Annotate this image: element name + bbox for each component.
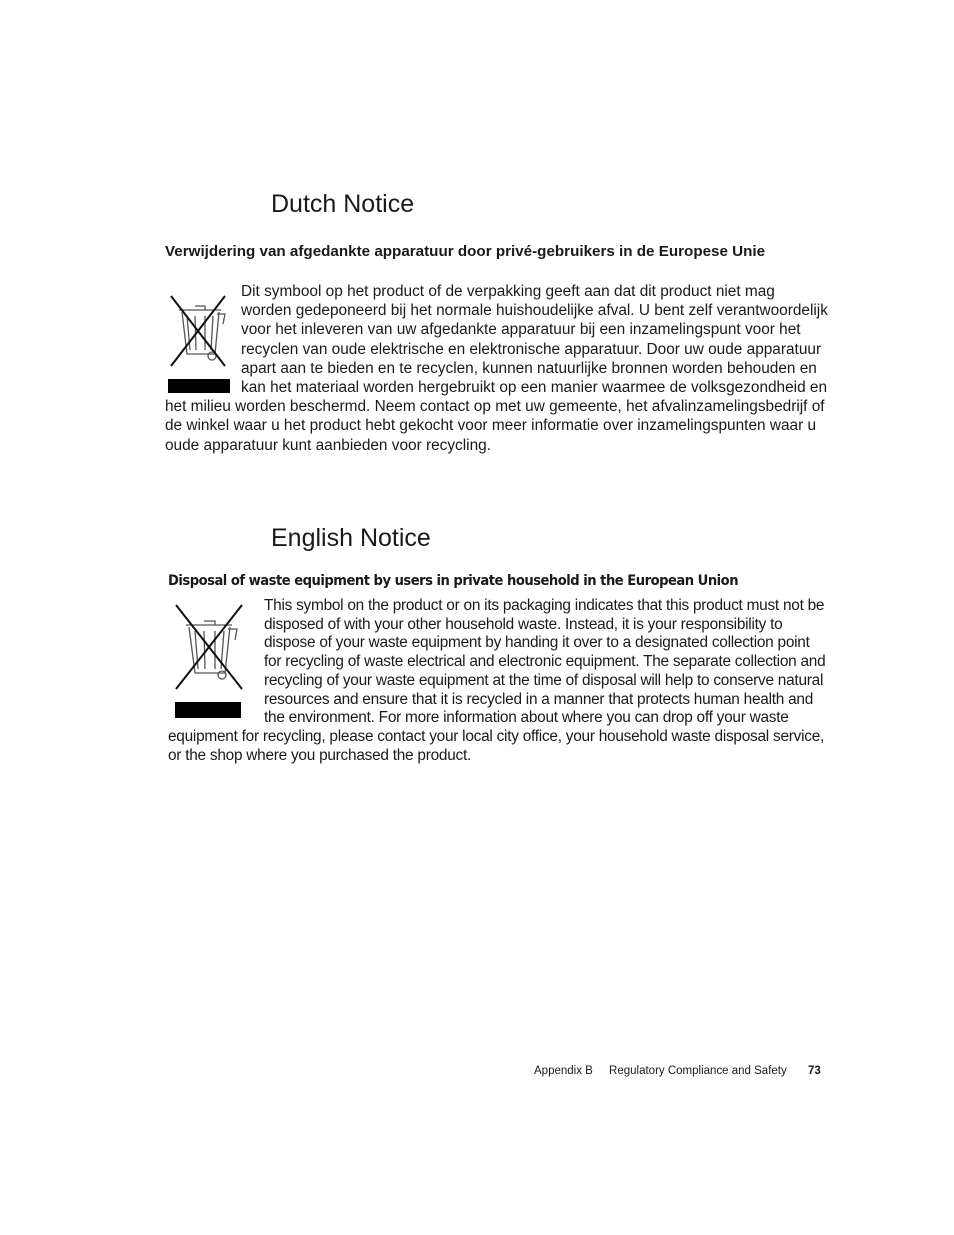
weee-symbol xyxy=(165,284,235,396)
dutch-notice-body xyxy=(165,282,829,455)
dutch-notice-title: Dutch Notice xyxy=(271,190,415,218)
weee-symbol-bar xyxy=(175,702,241,718)
footer-appendix: Appendix B xyxy=(534,1065,593,1077)
page-number: 73 xyxy=(807,1065,821,1077)
crossed-out-wheeled-bin-icon xyxy=(165,284,235,374)
page-footer xyxy=(534,1064,821,1078)
footer-chapter-title: Regulatory Compliance and Safety xyxy=(609,1065,787,1077)
crossed-out-wheeled-bin-icon xyxy=(172,601,248,693)
dutch-notice-text: Dit symbool op het product of de verpakking geeft aan dat dit product niet mag worden gedeponeerd bij het normale huishoudelijke afval. U bent zelf verantwoordelijk voor het inleveren van uw afgedankte apparatuur bij een inzamelingspunt voor het recyclen van oude elektrische en elektronische apparatuur. Door uw oude apparatuur apart aan te bieden en te recyclen, kunnen natuurlijke bronnen worden behouden en kan het materiaal worden hergebruikt op een manier waarmee de volksgezondheid en het milieu worden beschermd. Neem contact op met uw gemeente, het afvalinzamelingsbedrijf of de winkel waar u het product hebt gekocht voor meer informatie over inzamelingspunten waar u oude apparatuur kunt aanbieden voor recycling. xyxy=(165,283,828,454)
weee-symbol-bar xyxy=(168,379,230,393)
weee-symbol xyxy=(172,601,248,719)
english-notice-title: English Notice xyxy=(271,524,431,552)
english-notice-body xyxy=(168,597,828,765)
dutch-notice-subheading: Verwijdering van afgedankte apparatuur door privé-gebruikers in de Europese Unie xyxy=(165,243,766,260)
english-notice-subheading: Disposal of waste equipment by users in private household in the European Union xyxy=(168,572,739,589)
english-notice-text: This symbol on the product or on its packaging indicates that this product must not be disposed of with your other household waste. Instead, it is your responsibility to dispose of your waste equipment by handing it over to a designated collection point for recycling of waste electrical and electronic equipment. The separate collection and recycling of your waste equipment at the time of disposal will help to conserve natural resources and ensure that it is recycled in a manner that protects human health and the environment. For more information about where you can drop off your waste equipment for recycling, please contact your local city office, your household waste disposal service, or the shop where you purchased the product. xyxy=(168,597,826,764)
